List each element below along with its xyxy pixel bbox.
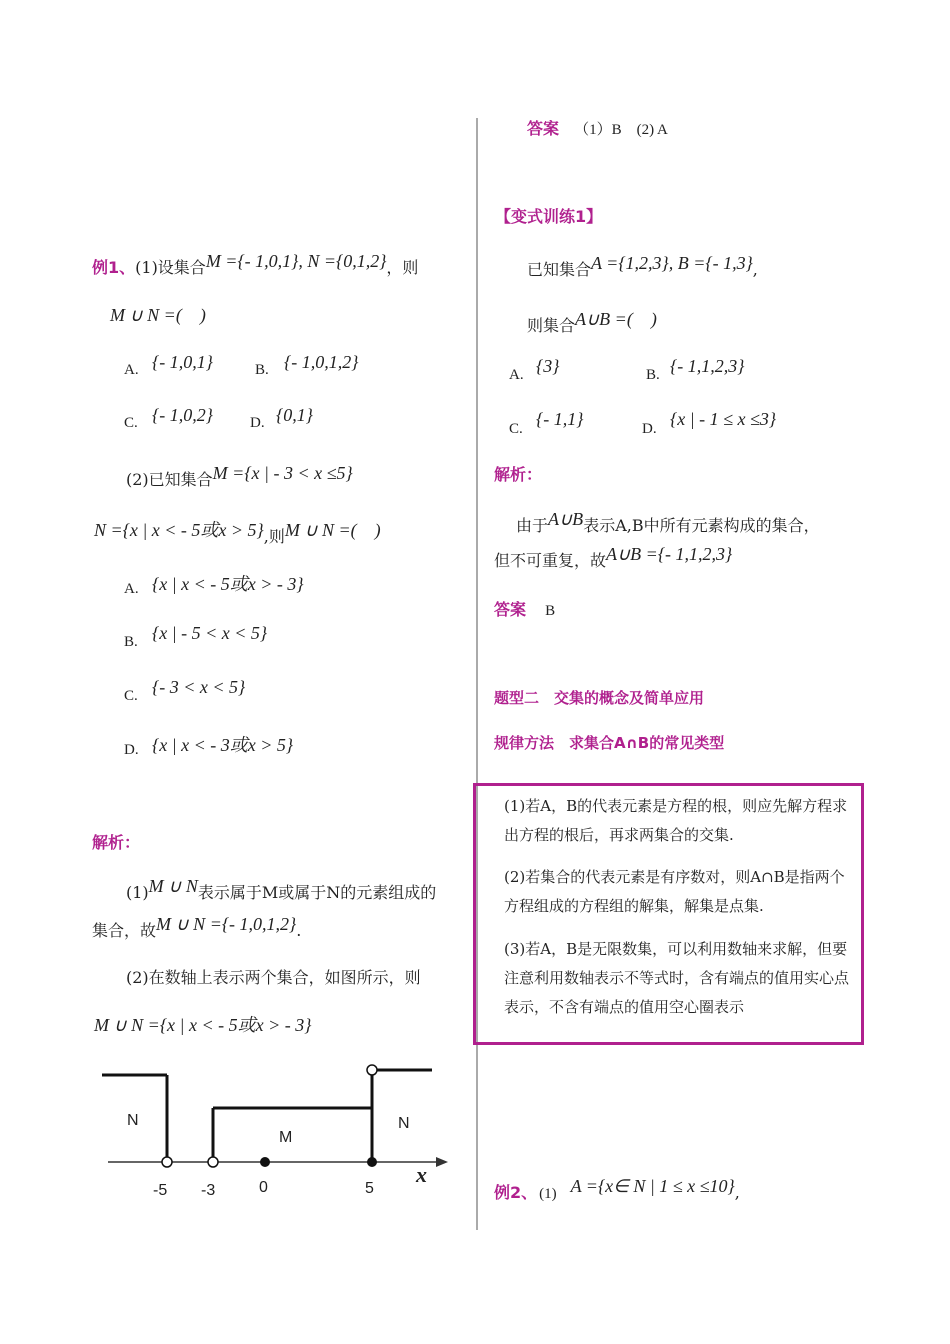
variant-option-c-label: C. [509, 421, 523, 437]
axis-arrow [436, 1157, 448, 1167]
open-point-top [367, 1065, 377, 1075]
method-box [473, 783, 864, 1045]
example2-line [494, 1176, 740, 1203]
origin-point [260, 1157, 270, 1167]
analysis1-union: M ∪ N [148, 876, 198, 896]
variant-option-d-label: D. [642, 421, 657, 437]
right-analysis-line1 [516, 509, 820, 536]
method-point-3: (3)若A，B是无限数集，可以利用数轴来求解，但要注意利用数轴表示不等式时，含有端点的值用实心点表示，不含有端点的值用空心圈表示 [504, 940, 849, 1016]
option-2d: {x | x < - 3或x > 5} [152, 735, 294, 755]
answer-top-text: （1）B (2) A [574, 122, 668, 138]
tick-0: 0 [259, 1179, 268, 1196]
tick-minus3: -3 [201, 1182, 216, 1199]
method-title: 规律方法 求集合A∩B的常见类型 [494, 734, 725, 752]
example2-label: 例2、 [494, 1183, 538, 1202]
analysis2-text: (2)在数轴上表示两个集合，如图所示，则 [126, 968, 421, 987]
example1-pre: (1)设集合 [135, 258, 206, 277]
option-1b: {- 1,0,1,2} [284, 352, 359, 372]
option-2a-label: A. [124, 581, 139, 597]
option-1c-label: C. [124, 415, 138, 431]
option-1b-label: B. [255, 362, 269, 378]
example1-sets: M ={- 1,0,1}, N ={0,1,2} [205, 251, 387, 271]
option-1d: {0,1} [276, 405, 313, 425]
answer-2 [494, 597, 555, 620]
question2-set-m: M ={x | - 3 < x ≤5} [212, 463, 353, 483]
option-1a-label: A. [124, 362, 139, 378]
method-point-2: (2)若集合的代表元素是有序数对，则A∩B是指两个方程组成的方程组的解集，解集是点集. [504, 868, 845, 915]
right-analysis-result: A∪B ={- 1,1,2,3} [606, 544, 733, 564]
example2-num: (1) [539, 1186, 557, 1202]
variant-line1-post: , [752, 260, 758, 279]
example1-post: ，则 [386, 258, 419, 277]
example2-set: A ={x∈ N | 1 ≤ x ≤10} [570, 1176, 735, 1196]
variant-line1 [527, 253, 758, 280]
right-analysis-post: 表示A,B中所有元素构成的集合， [583, 516, 820, 535]
analysis1-line2-pre: 集合，故 [92, 921, 157, 940]
answer-top-label: 答案 [527, 119, 560, 138]
question2-pre: (2)已知集合 [126, 470, 213, 489]
variant-option-c: {- 1,1} [536, 409, 584, 429]
option-2d-label: D. [124, 742, 139, 758]
analysis1-post: 表示属于M或属于N的元素组成的 [197, 883, 437, 902]
option-1d-label: D. [250, 415, 265, 431]
column-divider [476, 118, 478, 1230]
option-2a: {x | x < - 5或x > - 3} [152, 574, 304, 594]
example1-question: M ∪ N =( ) [110, 305, 206, 325]
answer-2-label: 答案 [494, 600, 527, 619]
option-2c: {- 3 < x < 5} [152, 677, 246, 697]
variant-option-b: {- 1,1,2,3} [670, 356, 745, 376]
option-2c-label: C. [124, 688, 138, 704]
analysis1-result: M ∪ N ={- 1,0,1,2} [156, 914, 297, 934]
variant-line2-pre: 则集合 [527, 316, 576, 335]
variant-option-a: {3} [536, 356, 560, 376]
analysis1-period: . [296, 921, 302, 940]
open-point-minus3 [208, 1157, 218, 1167]
analysis-label-right: 解析： [494, 465, 543, 484]
variant-option-a-label: A. [509, 367, 524, 383]
option-2b: {x | - 5 < x < 5} [152, 623, 268, 643]
variant-sets: A ={1,2,3}, B ={- 1,3} [591, 253, 753, 273]
tick-5: 5 [365, 1180, 374, 1197]
analysis-label-left: 解析： [92, 833, 141, 852]
tick-minus5: -5 [153, 1182, 168, 1199]
method-point-1: (1)若A，B的代表元素是方程的根，则应先解方程求出方程的根后，再求两集合的交集. [504, 797, 848, 844]
variant-option-d: {x | - 1 ≤ x ≤3} [670, 409, 777, 429]
label-n-right: N [398, 1115, 410, 1132]
closed-point-5 [367, 1157, 377, 1167]
axis-label-x: x [416, 1162, 427, 1187]
open-point-minus5 [162, 1157, 172, 1167]
type2-title: 题型二 交集的概念及简单应用 [494, 689, 705, 707]
question2-post: ,则 [263, 527, 285, 546]
label-n-left: N [127, 1112, 139, 1129]
variant-question: A∪B =( ) [575, 309, 657, 329]
right-analysis-union: A∪B [548, 509, 584, 529]
analysis1-pre: (1) [126, 883, 149, 902]
example2-post: , [734, 1183, 740, 1202]
right-analysis-line2-pre: 但不可重复，故 [494, 551, 607, 570]
option-1a: {- 1,0,1} [152, 352, 213, 372]
right-analysis-pre: 由于 [516, 516, 549, 535]
option-2b-label: B. [124, 634, 138, 650]
question2-set-n: N ={x | x < - 5或x > 5} [94, 520, 264, 540]
example1-label: 例1、 [92, 258, 136, 277]
answer-2-text: B [545, 603, 556, 619]
label-m: M [279, 1129, 293, 1146]
right-analysis-line2 [494, 544, 733, 571]
variant-title: 【变式训练1】 [495, 207, 603, 226]
variant-option-b-label: B. [646, 367, 660, 383]
variant-line2 [527, 311, 657, 337]
answer-top [527, 116, 668, 139]
number-line-figure [0, 0, 475, 1230]
option-1c: {- 1,0,2} [152, 405, 213, 425]
question2-union: M ∪ N =( ) [284, 520, 381, 540]
variant-line1-pre: 已知集合 [527, 260, 592, 279]
analysis2-result: M ∪ N ={x | x < - 5或x > - 3} [94, 1015, 312, 1035]
